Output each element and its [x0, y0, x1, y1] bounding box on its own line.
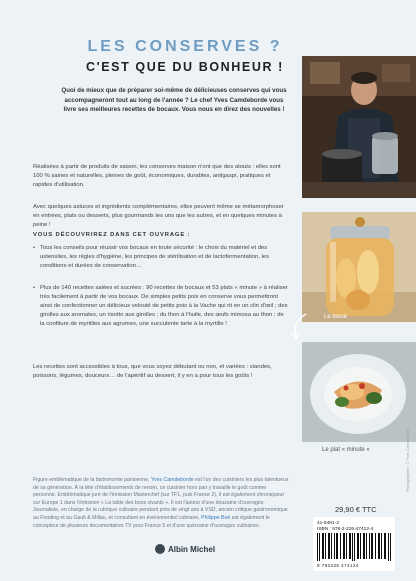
barcode-panel	[313, 517, 395, 571]
bio-text-4: est également le concepteur de plusieurs documentaires TV pour France 5 et d'une quinzaine d'ouvrages culinaires.	[33, 514, 270, 529]
cover-subtitle: C'EST QUE DU BONHEUR !	[86, 60, 284, 74]
publisher-name: Albin Michel	[167, 545, 216, 555]
isbn-code	[317, 521, 373, 533]
bullet-tips	[33, 244, 288, 271]
publisher-emblem-icon	[155, 544, 165, 554]
author-bio	[33, 477, 290, 530]
isbn-code-short: 41-6481-3	[317, 521, 339, 526]
bio-text-3: Journaliste, en charge de la rubrique culinaire pendant près de vingt ans à VSD, ancien critique gastronomique au Fooding et au Gault & Millau, et consultant en événementiel culinaire,	[33, 507, 288, 521]
author-name-boe: Philippe Boé	[201, 514, 231, 521]
intro-text: Quoi de mieux que de préparer soi-même de délicieuses conserves qui vous accompagneront tout au long de l'année ? Le chef Yves Camdeborde vous livre ses meilleures recettes de bocaux. Vous nous en direz des nouvelles !	[61, 87, 287, 114]
bullet-recipes-text: Plus de 140 recettes salées et sucrées : 90 recettes de bocaux et 53 plats « minute » à réaliser très facilement à partir de vos bocaux. De simples petits pois en conserve vous permettront ainsi de confectionner un délicieux velouté de petits pois à la Vache qui rit en un clin d'œil ; des girolles aux aromates, un risotto aux girolles ; du thon à l'huile, des œufs mimosa au thon ; de la confiture de myrtilles aux agrumes, une succulente tarte à la myrtille !	[40, 285, 288, 327]
paragraph-transform: Avec quelques astuces et ingrédients complémentaires, elles peuvent même se métamorphoser en entrées, plats ou desserts, plus gourmands les uns que les autres, et en quelques minutes à peine !	[33, 204, 284, 228]
section-heading: VOUS DÉCOUVRIREZ DANS CET OUVRAGE :	[33, 232, 191, 238]
dish-caption: Le plat « minute »	[322, 447, 370, 453]
isbn-code-full: ISBN : 978-2-226-47412-4	[317, 527, 374, 532]
chef-photo	[302, 56, 416, 198]
bio-text-2: est l'un des cuisiniers les plus talentueux de sa génération. À la tête d'établissements de renom, ce cuisinier hors pair y travaille le goût comme personne. Emblématique juré de l'émission Masterchef (sur TF1, puis France 2), il est également chroniqueur sur Europe 1 dans l'émission « La table des bons vivants ». Il est l'auteur d'une douzaine d'ouvrages.	[33, 477, 289, 506]
bullet-tips-text: Tous les conseils pour réussir vos bocaux en toute sécurité : le choix du matériel et des ustensiles, les règles d'hygiène, les principes de stérilisation et de lactofermentation, les conditions et durées de conservation…	[40, 245, 270, 269]
jar-photo	[302, 212, 416, 322]
price-label: 29,90 € TTC	[335, 505, 377, 514]
photo-credit: Photographies : © Yves Camdeborde	[406, 429, 410, 492]
bullet-icon: •	[33, 285, 36, 291]
barcode-icon	[317, 533, 391, 561]
bullet-icon: •	[33, 245, 36, 251]
paragraph-accessible: Les recettes sont accessibles à tous, que vous soyez débutant ou non, et variées : viandes, poissons, légumes, douceurs… de l'apéritif au dessert, il y en a pour tous les goûts !	[33, 364, 272, 379]
bio-text-1: Figure emblématique de la bistronomie parisienne,	[33, 477, 151, 483]
barcode-number: 9 782226 474124	[317, 563, 359, 568]
jar-caption: Le bocal	[324, 314, 347, 320]
bullet-recipes	[33, 284, 288, 329]
author-name-camdeborde: Yves Camdeborde	[150, 477, 194, 483]
cover-title: LES CONSERVES ?	[87, 38, 283, 55]
dish-photo	[302, 342, 416, 442]
paragraph-seasonal: Réalisées à partir de produits de saison, les conserves maison n'ont que des atouts : elles sont 100 % saines et naturelles, pleines de goût, économiques, durables, antigaspi, pratiques et rapides d'utilisation.	[33, 164, 281, 188]
publisher-logo	[60, 545, 310, 555]
